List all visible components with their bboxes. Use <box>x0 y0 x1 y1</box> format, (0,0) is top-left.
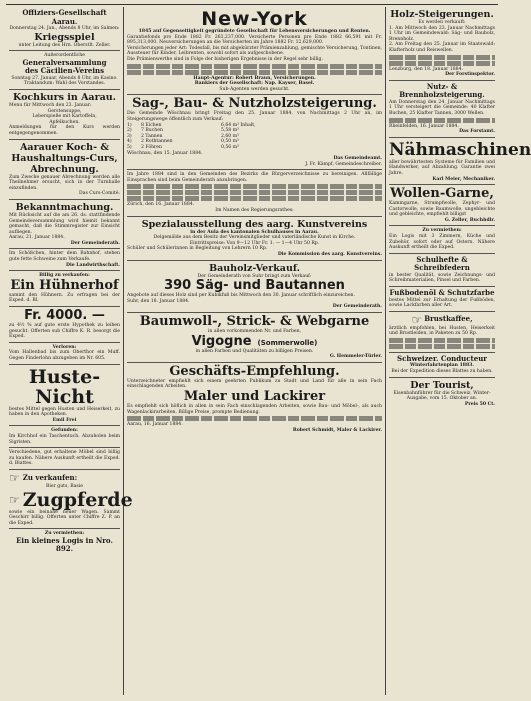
ad-subtitle: des Cäcilien-Vereins <box>24 66 105 76</box>
ad-signature: Im Namen des Regierungsrathes: <box>215 208 294 214</box>
ad-text: Garantiefonds pro Ende 1882 Fr. 263,237,000. Versicherte Personen pro Ende 1882 66,591 mit Fr. 895,313,000. Neuversicherungen an die Versicherten im Jahre 1882 Fr. 12,629,000. <box>127 34 382 46</box>
ad-text: Im Schößchen, hinter dem Bahnhof, stehen gute fette Schweine zum Verkaufe. <box>9 251 120 263</box>
menu-item: Gerstensuppe, <box>47 108 82 114</box>
ad-date: Rheinfelden, 16. Januar 1884. <box>389 123 459 129</box>
ad-headline: Generalversammlung <box>22 57 107 67</box>
illegible-text-line <box>127 70 382 75</box>
ad-bekanntmachung <box>9 200 120 250</box>
ad-headline: Fr. 4000. — <box>24 308 105 324</box>
lot-row: 3) 2 Tannen 2,60 m³ <box>127 133 239 139</box>
ad-subtitle: Es werden verkauft: <box>418 20 466 25</box>
ad-signature: Der Forstinspektor. <box>445 72 495 78</box>
ad-baumwolle <box>127 313 382 363</box>
ad-new-york <box>127 7 382 95</box>
ad-text: Mit Rücksicht auf die am 26. ds. stattfindende Gemeindeversammlung wird hiemit bekannt gemacht, daß die Stimmregister zur Einsicht aufliegen. <box>9 212 120 235</box>
ad-tourist <box>389 378 495 410</box>
ad-headline: Brustkaffee, <box>424 314 473 324</box>
ad-headline: Holz-Steigerungen. <box>390 9 494 20</box>
ad-text: Sonntag 27. Januar, Abends 8 Uhr, im Kasino. <box>11 75 118 81</box>
ad-headline: Der Tourist, <box>410 379 474 391</box>
ad-holz-steigerungen <box>389 7 495 81</box>
illegible-text-line <box>389 344 495 349</box>
ad-signature: G. Zeller, Buchhdlr. <box>444 217 495 223</box>
ad-headline: Fußbodenöl & Schutzfarbe <box>389 288 495 298</box>
ad-text: Bei der Expedition dieses Blattes zu haben. <box>391 369 493 374</box>
ad-kicker: Zu vermiethen: <box>422 228 462 234</box>
ad-hypothek <box>9 307 120 343</box>
ad-kicker: Zu verkaufen: <box>22 472 78 482</box>
ad-text: Schüler und Schülerinnen in Begleitung von Lehrern 10 Rp. <box>127 246 268 252</box>
ad-text: Donnerstag 24. Jan., Abends 8 Uhr, im Salmen: <box>9 26 120 31</box>
ad-sag-bau <box>127 95 382 170</box>
pointing-hand-icon: ☞ <box>9 492 20 507</box>
ad-agent: Bankiers der Gesellschaft: Nap. Kayser, Basel. <box>194 81 315 87</box>
ad-headline: Maler und Lackirer <box>183 388 326 404</box>
column-left <box>6 7 133 695</box>
vigogne-row <box>127 335 382 349</box>
ad-signature: Der Gemeinderath. <box>70 240 120 246</box>
ad-header-row <box>389 314 495 326</box>
ad-text: Am Donnerstag den 24. Januar Nachmittags 1 Uhr versteigert die Gemeinde: 40 Klafter Buchen, 25 Klafter Tannen, 3000 Wellen. <box>389 99 495 116</box>
top-rule <box>6 4 498 5</box>
ad-headline: Vigogne <box>191 333 252 349</box>
ad-gefunden <box>9 426 120 448</box>
lot-row: 1) 8 Eichen 6,64 m³ Inhalt, <box>127 122 256 128</box>
ad-subtitle: (Sommerwolle) <box>257 338 318 347</box>
ad-bauholz <box>127 261 382 313</box>
ad-text: Ein Logis mit 3 Zimmern, Küche und Zubehör, sofort oder auf Ostern. Nähere Auskunft ertheilt die Exped. <box>389 234 495 251</box>
ad-headline: Wollen-Garne, <box>390 186 494 202</box>
ad-brustkaffee <box>389 312 495 353</box>
ad-logis-vermieten <box>389 226 495 253</box>
ad-text: Menu für Mittwoch den 23. Januar: <box>9 102 92 108</box>
ad-headline: Schulhefte & Schreibfedern <box>414 254 470 273</box>
column-right <box>386 7 531 695</box>
ad-brennholz <box>389 81 495 138</box>
ad-text: Im Kirchhof ein Taschentuch. Abzuholen beim Sigristen. <box>9 433 120 445</box>
ad-huste-nicht <box>9 365 120 427</box>
ad-text: Es empfiehlt sich höflich in allen in sein Fach einschlagenden Arbeiten, sowie Bau- und Möbel-, als auch Wagenlackirarbeiten. Billige Preise, prompte Bedienung. <box>127 403 382 415</box>
ad-logis <box>9 529 120 556</box>
ad-headline: Sag-, Bau- & Nutzholzsteigerung. <box>132 96 377 112</box>
ad-text: Die Gemeinde Wöschnau bringt Freitag den 25. Januar 1884, von Nachmittags 2 Uhr an, im Steigerungswege öffentlich zum Verkauf: <box>127 111 382 122</box>
ad-text: in bester Qualität, sowie Zeichnungs- und Schreibmaterialien, Pinsel und Farben. <box>389 272 495 284</box>
ad-headline: Spezialausstellung des aarg. Kunstvereins <box>141 218 368 230</box>
lot-row: 4) 2 Rothtannen 0,50 m³ <box>127 139 239 145</box>
ad-signature: Der Gemeinderath. <box>332 304 382 310</box>
ad-title: Offiziers-Gesellschaft Aarau. <box>22 8 107 26</box>
pointing-hand-icon: ☞ <box>9 470 20 485</box>
ad-text: Versicherungen jeder Art: Todesfall, bis mit abgekürzter Prämienzahlung, gemischte Versicherung, Tontinen, Aussteuer für Kinder, Leibrenten, sowohl sofort als aufgeschobene. <box>127 45 382 57</box>
ad-headline: Schweizer. Conducteur <box>397 353 487 363</box>
illegible-text-line <box>127 416 382 421</box>
ad-text: sammt den Hühnern. Zu erfragen bei der Exped. d. Bl. <box>9 292 120 304</box>
ad-headline: Kriegsspiel <box>34 31 95 43</box>
ad-date: Lenzburg, den 18. Januar 1884. <box>389 66 463 72</box>
illegible-text-line <box>127 196 382 201</box>
pointing-hand-icon: ☞ <box>411 312 423 327</box>
ad-naehmaschinen <box>389 138 531 185</box>
ad-text: Delgemälde aus dem Besitz der Vereinsmitglieder und vaterländische Kunst in Kirche. <box>153 235 356 241</box>
ad-schulhefte <box>389 254 495 287</box>
ad-headline: Bauholz-Verkauf. <box>209 262 300 274</box>
ad-schweine <box>9 249 120 271</box>
ad-signature: G. Hemmeler-Türler. <box>329 354 382 360</box>
ad-text: Bier guts, Basie <box>46 483 83 489</box>
ad-headline: Geschäfts-Empfehlung. <box>169 363 340 379</box>
ad-text: Traktandum: Wahl des Vorstandes. <box>23 81 106 87</box>
column-center <box>124 7 386 695</box>
ad-geschaefts-empfehlung <box>127 363 382 436</box>
illegible-text-line <box>389 118 495 123</box>
ad-headline: 390 Säg- und Bautannen <box>164 278 345 294</box>
illegible-text-line <box>127 184 382 189</box>
illegible-text-line <box>389 55 495 60</box>
ad-signature: Das Curs-Comité. <box>79 191 120 197</box>
ad-signature: Die Landwirthschaft. <box>66 262 120 268</box>
ad-date: Suhr, den 18. Januar 1884. <box>127 298 190 304</box>
ad-subtitle: in der Aula des kantonalen Schulhauses in Aarau. <box>190 229 319 235</box>
ad-headline: Nähmaschinen <box>389 139 531 160</box>
ad-price: Preis 50 Ct. <box>464 401 495 407</box>
illegible-text-line <box>389 61 495 66</box>
ad-columns <box>6 7 531 695</box>
illegible-text-line <box>127 64 382 69</box>
ad-text: 1. Am Mittwoch den 23. Januar Nachmittags 1 Uhr im Gemeindewald: Säg- und Bauholz, Brennholz. <box>389 25 495 42</box>
ad-wollen-garne <box>389 185 495 226</box>
ad-huehnerhof <box>9 271 120 307</box>
ad-signature: J. Fr. Kämpf, Gemeindeschreiber. <box>305 161 382 167</box>
ad-signature: Die Kommission des aarg. Kunstvereins. <box>277 252 382 258</box>
ad-text: sowie ein beinahe neuer Wagen. Sammt Geschirr billig. Offerten unter Chiffre Z. P. an die Exped. <box>9 509 120 526</box>
ad-headline: Aarauer Koch- & Haushaltungs-Curs, Abrechnung. <box>11 141 118 175</box>
ad-kicker: Verloren: <box>52 344 77 350</box>
ad-agent: Haupt-Agentur: Robert Braun, Versicherungen. <box>193 75 316 81</box>
ad-headline: Kochkurs in Aarau. <box>13 91 116 103</box>
ad-text: Die Prämienwerthe sind in Folge der bisherigen Ergebnisse in der Regel sehr billig. <box>127 56 323 62</box>
ad-signature: Das Forstamt. <box>459 129 495 135</box>
lot-list <box>127 123 382 151</box>
ad-moebel <box>9 448 120 470</box>
ad-zugpferde <box>9 470 133 529</box>
ad-text: Zum Zwecke genauer Abrechnung werden alle Theilnehmer ersucht, sich in der Turnhalle einzufinden. <box>9 174 120 191</box>
ad-date: Aarau, 16. Januar 1884. <box>127 422 183 428</box>
ad-headline: Nutz- & Brennholzsteigerung. <box>399 81 485 100</box>
ad-headline: Ein Hühnerhof <box>10 277 119 293</box>
ad-text: zu 4½ % auf gute erste Hypothek zu leihen gesucht. Offerten sub Chiffre K. R. besorgt die Exped. <box>9 323 120 340</box>
ad-kochkurs <box>9 90 120 140</box>
ad-signature: Robert Schmidt, Maler & Lackirer. <box>292 427 382 433</box>
ad-text: Der Gemeinderath von Suhr bringt zum Verkauf: <box>197 273 312 279</box>
ad-header-row <box>9 488 133 511</box>
ad-text: Eintrittspreise: Von 9—12 Uhr Fr. 1. — 1—4 Uhr 50 Rp. <box>189 240 320 246</box>
ad-conducteur <box>389 353 495 378</box>
ad-text: Eisenbahnführer für die Schweiz, Winter-Ausgabe, vom 15. Oktober an. <box>393 390 491 402</box>
illegible-text-line <box>127 190 382 195</box>
lot-row: 5) 2 Föhren 0,56 m³ <box>127 144 239 150</box>
ad-text: Im Jahre 1884 sind in den Gemeinden des Bezirks die Bürgerverzeichnisse zu bereinigen. Allfällige Einsprachen sind beim Gemeinderath anzubringen. <box>127 172 382 183</box>
ad-date: Wöschnau, den 15. Januar 1884. <box>127 150 203 156</box>
ad-text: bestes Mittel gegen Husten und Heiserkeit, zu haben in den Apotheken. <box>9 406 120 418</box>
lot-row: 2) 7 Buchen 5,58 m³ <box>127 128 239 134</box>
ad-headline: New-York <box>201 8 308 30</box>
ad-date: Zürich, den 16. Januar 1884. <box>127 202 195 208</box>
menu-item: Leberspieße mit Kartoffeln, <box>32 114 97 120</box>
ad-headline: Ein kleines Logis in Nro. 892. <box>16 535 113 554</box>
ad-text: unter Leitung des Hrn. Oberstlt. Zeller. <box>18 42 111 48</box>
ad-text: Angebote auf dieses Holz sind per Kubikfuß bis Mittwoch den 30. Januar schriftlich einzureichen. <box>127 293 355 299</box>
menu-item: Apfelkuchen. <box>49 119 80 125</box>
ad-headline: Baumwoll-, Strick- & Webgarne <box>139 314 370 329</box>
ad-headline: Zugpferde <box>22 488 133 511</box>
ad-fussbodenoel <box>389 287 495 312</box>
ad-text: Kammgarne, Strumpfwolle, Zephyr- und Castorwolle, sowie Baumwolle, ungebleichte und gebleichte, empfiehlt billigst <box>389 201 495 218</box>
ad-headline: Bekanntmachung. <box>15 201 114 213</box>
ad-kicker: Zu vermiethen: <box>44 531 85 537</box>
ad-note: Sub-Agenten werden gesucht. <box>219 86 290 92</box>
ad-text: ärztlich empfohlen, bei Husten, Heiserkeit und Brustleiden, in Paketen zu 50 Rp. <box>389 325 495 337</box>
ad-signature: Das Gemeindeamt. <box>333 156 382 162</box>
ad-subtitle: Winterfahrtenplan 1883. <box>410 363 474 369</box>
ad-text: Vom Hallenbad bis zum Oberthor ein Muff. Gegen Finderlohn abzugeben im Nr. 605. <box>9 350 120 361</box>
ad-text: Anmeldungen für den Kurs werden entgegengenommen. <box>9 125 120 136</box>
ad-spezialausstellung <box>127 217 382 261</box>
ad-text: in allen Farben und Qualitäten zu billigen Preisen. <box>195 348 314 354</box>
ad-text: aller bewährtesten Systeme für Familien und Handwerker, auf Abzahlung. Garantie zwei Jahre. <box>389 159 495 176</box>
ad-date: Aarau, 21. Januar 1884. <box>9 235 65 241</box>
ad-text: Außerordentliche <box>44 53 85 59</box>
ad-text: bestes Mittel zur Erhaltung der Fußböden, sowie Lackfarben aller Art. <box>389 297 495 309</box>
ad-buergerverzeichnis <box>127 170 382 216</box>
ad-kicker: Gefunden: <box>51 428 78 434</box>
ad-signature: Karl Meier, Mechaniker. <box>432 176 495 182</box>
ad-subtitle: 1845 auf Gegenseitigkeit gegründete Gesellschaft für Lebensversicherungen und Renten. <box>138 29 371 34</box>
ad-headline: Huste-Nicht <box>28 365 101 408</box>
ad-subtitle: in allen vorkommenden Nr. und Farben, <box>207 329 302 334</box>
ad-text: 2. Am Freitag den 25. Januar im Staatswald: Klafterholz und Reiswellen. <box>389 42 495 53</box>
ad-text: Verschiedene, gut erhaltene Möbel sind billig zu kaufen. Nähere Auskunft ertheilt die Exped. d. Blattes. <box>9 450 120 467</box>
ad-text: Unterzeichneter empfiehlt sich einem geehrten Publikum zu Stadt und Land für alle in sein Fach einschlagenden Arbeiten. <box>127 378 382 390</box>
ad-kurse <box>9 140 120 200</box>
ad-header-row <box>9 472 120 484</box>
ad-offiziers <box>9 7 120 51</box>
illegible-text-line <box>389 338 495 343</box>
ad-signature: Emil Frei <box>52 417 77 423</box>
ad-verloren <box>9 343 120 365</box>
ad-kicker: Billig zu verkaufen: <box>39 273 90 279</box>
ad-verein <box>9 51 120 90</box>
